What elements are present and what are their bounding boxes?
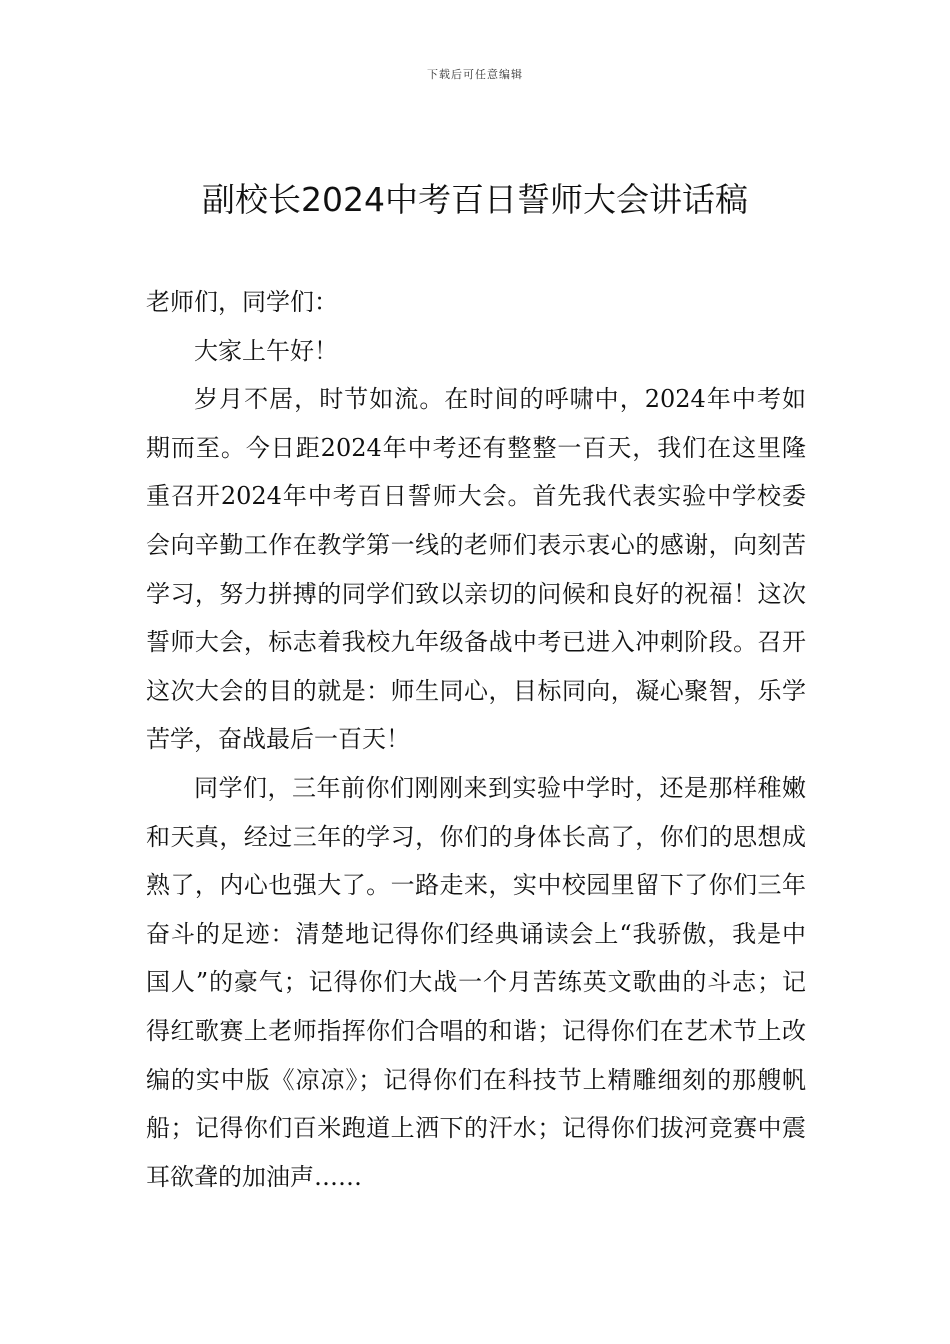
salutation: 老师们，同学们： [146, 288, 338, 316]
paragraph-memories: 同学们，三年前你们刚刚来到实验中学时，还是那样稚嫩和天真，经过三年的学习，你们的身体长高了，你们的思想成熟了，内心也强大了。一路走来，实中校园里留下了你们三年奋斗的足迹：清楚地记得你们经典诵读会上“我骄傲，我是中国人”的豪气；记得你们大战一个月苦练英文歌曲的斗志；记得红歌赛上老师指挥你们合唱的和谐；记得你们在艺术节上改编的实中版《凉凉》；记得你们在科技节上精雕细刻的那艘帆船；记得你们百米跑道上洒下的汗水；记得你们拔河竞赛中震耳欲聋的加油声…… [146, 773, 806, 1191]
paragraph-greeting: 大家上午好！ [194, 336, 338, 365]
paragraph-opening: 岁月不居，时节如流。在时间的呼啸中，2024年中考如期而至。今日距2024年中考还有整整一百天，我们在这里隆重召开2024年中考百日誓师大会。首先我代表实验中学校委会向辛勤工作在教学第一线的老师们表示衷心的感谢，向刻苦学习，努力拼搏的同学们致以亲切的问候和良好的祝福！这次誓师大会，标志着我校九年级备战中考已进入冲刺阶段。召开这次大会的目的就是：师生同心，目标同向，凝心聚智，乐学苦学，奋战最后一百天！ [146, 385, 806, 754]
document-body [146, 278, 806, 1201]
document-title: 副校长2024中考百日誓师大会讲话稿 [202, 180, 748, 219]
header-note: 下载后可任意编辑 [427, 68, 523, 81]
